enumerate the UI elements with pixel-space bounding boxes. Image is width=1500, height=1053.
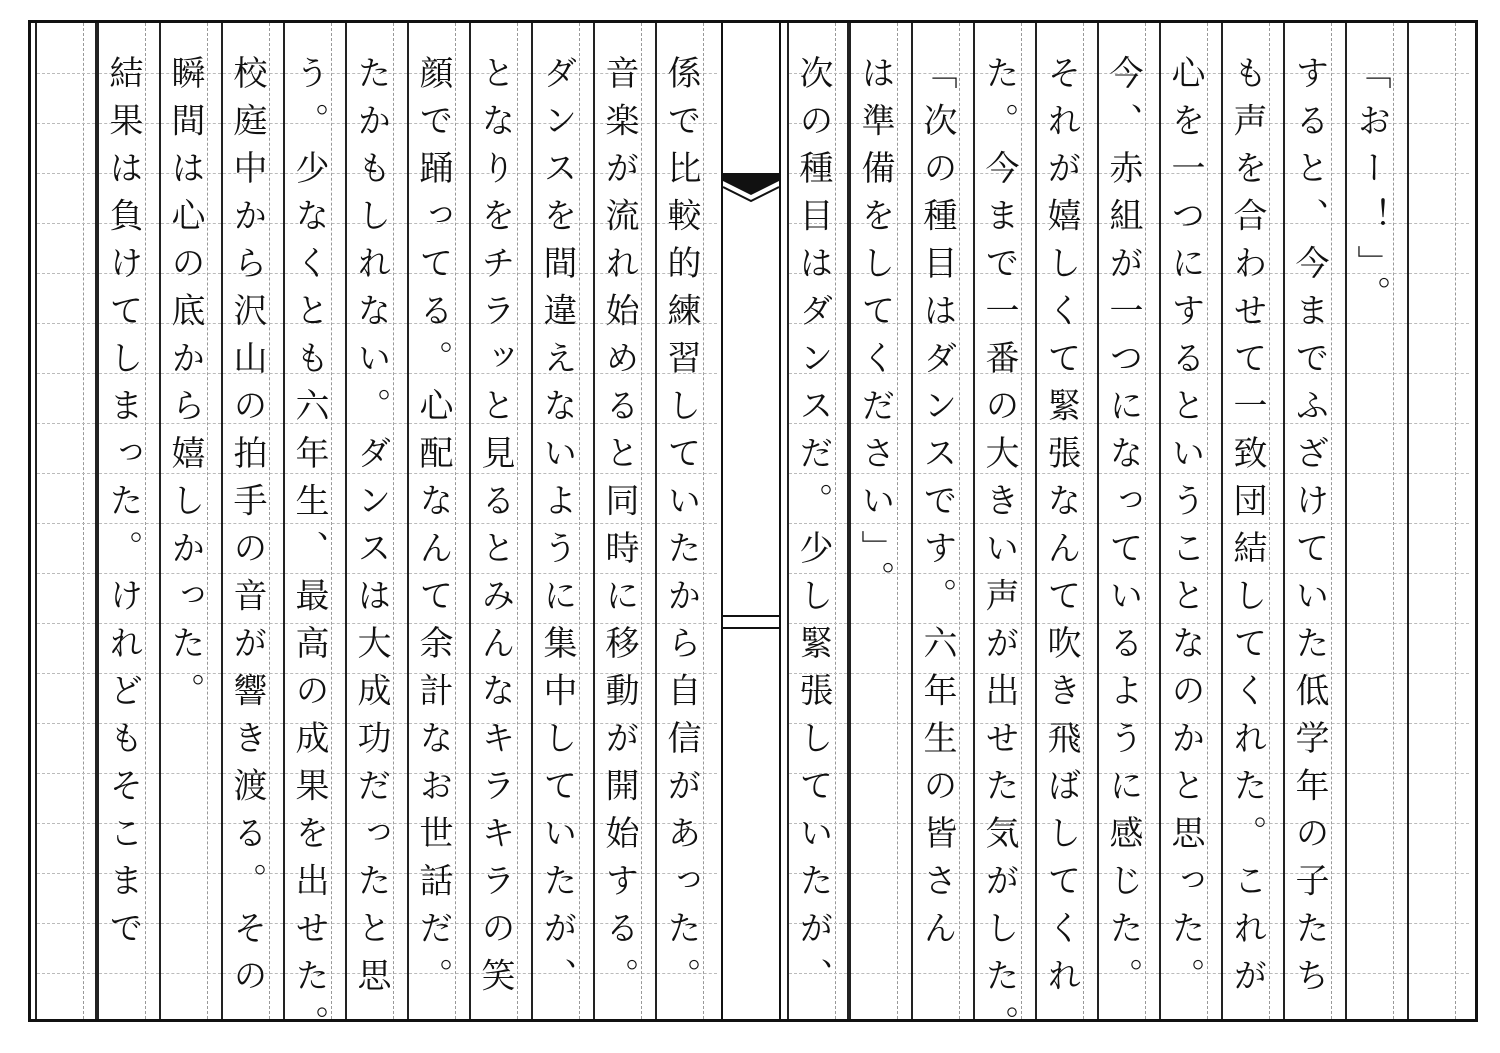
column-text: たかもしれない。ダンスは大成功だったと思: [351, 55, 391, 1005]
cell-divider: [37, 723, 95, 724]
cell-divider: [1347, 923, 1407, 924]
column-text: た。今まで一番の大きい声が出せた気がした。: [979, 55, 1019, 1053]
cell-divider: [1409, 773, 1469, 774]
right_page_columns-column-3: [1221, 23, 1283, 1019]
cell-divider: [1409, 823, 1469, 824]
cell-divider: [37, 773, 95, 774]
cell-divider: [37, 123, 95, 124]
cell-divider: [1409, 423, 1469, 424]
column-text: 「おー！」。: [1351, 55, 1391, 323]
cell-divider: [913, 973, 973, 974]
cell-divider: [1347, 773, 1407, 774]
cell-divider: [37, 923, 95, 924]
left_page_columns-column-9: [97, 23, 159, 1019]
right_page_columns-column-9: [849, 23, 911, 1019]
left_page_columns-column-8: [159, 23, 221, 1019]
cell-divider: [1347, 823, 1407, 824]
cell-divider: [37, 173, 95, 174]
cell-divider: [1409, 73, 1469, 74]
cell-divider: [1347, 473, 1407, 474]
cell-divider: [1409, 173, 1469, 174]
right_page_columns-column-1: [1345, 23, 1407, 1019]
cell-divider: [1409, 223, 1469, 224]
cell-divider: [1347, 573, 1407, 574]
cell-divider: [37, 373, 95, 374]
column-text: すると、今までふざけていた低学年の子たち: [1289, 55, 1329, 1005]
cell-divider: [1347, 523, 1407, 524]
cell-divider: [1409, 323, 1469, 324]
cell-divider: [37, 323, 95, 324]
cell-divider: [37, 73, 95, 74]
left_page_columns-column-3: [469, 23, 531, 1019]
cell-divider: [1347, 423, 1407, 424]
right-page: [781, 23, 1475, 1053]
column-text: 係で比較的練習していたから自信があった。: [661, 55, 701, 1005]
column-text: ダンスを間違えないように集中していたが、: [537, 55, 577, 1005]
cell-divider: [1347, 623, 1407, 624]
right_page_columns-column-6: [1035, 23, 1097, 1019]
cell-divider: [161, 873, 221, 874]
cell-divider: [851, 973, 911, 974]
cell-divider: [1409, 923, 1469, 924]
left_page_columns-column-7: [221, 23, 283, 1019]
cell-divider: [37, 673, 95, 674]
left_page_columns-column-4: [407, 23, 469, 1019]
cell-divider: [1409, 473, 1469, 474]
cell-divider: [1347, 673, 1407, 674]
column-text: う。少なくとも六年生、最高の成果を出せた。: [289, 55, 329, 1053]
right_page_columns-column-2: [1283, 23, 1345, 1019]
left_page_columns-column-10: [35, 23, 97, 1019]
column-text: 今、赤組が一つになっているように感じた。: [1103, 55, 1143, 1005]
column-text: も声を合わせて一致団結してくれた。これが: [1227, 55, 1267, 1005]
cell-divider: [37, 273, 95, 274]
cell-divider: [37, 623, 95, 624]
column-text: 顔で踊ってる。心配なんて余計なお世話だ。: [413, 55, 453, 1005]
cell-divider: [1409, 523, 1469, 524]
cell-divider: [1347, 323, 1407, 324]
right_page_columns-column-5: [1097, 23, 1159, 1019]
cell-divider: [1409, 373, 1469, 374]
column-text: それが嬉しくて緊張なんて吹き飛ばしてくれ: [1041, 55, 1081, 1005]
cell-divider: [1347, 973, 1407, 974]
cell-divider: [99, 973, 159, 974]
cell-divider: [161, 723, 221, 724]
right_page_columns-column-8: [911, 23, 973, 1019]
cell-divider: [1409, 623, 1469, 624]
cell-divider: [161, 923, 221, 924]
cell-divider: [1409, 973, 1469, 974]
cell-divider: [37, 873, 95, 874]
cell-divider: [851, 673, 911, 674]
cell-divider: [851, 723, 911, 724]
left-page: [31, 23, 721, 1053]
spine-ribbon-middle: [723, 615, 779, 629]
right_page_columns-column-4: [1159, 23, 1221, 1019]
cell-divider: [1347, 723, 1407, 724]
column-text: 結果は負けてしまった。けれどもそこまで: [103, 55, 143, 958]
cell-divider: [37, 523, 95, 524]
left_page_columns-column-5: [345, 23, 407, 1019]
cell-divider: [1347, 873, 1407, 874]
left_page_columns-column-6: [283, 23, 345, 1053]
right_page_columns-column-0: [1407, 23, 1469, 1019]
column-text: 音楽が流れ始めると同時に移動が開始する。: [599, 55, 639, 1005]
column-text: 校庭中から沢山の拍手の音が響き渡る。その: [227, 55, 267, 1005]
cell-divider: [1409, 873, 1469, 874]
left_page_columns-column-2: [531, 23, 593, 1019]
binding-spine: [721, 23, 781, 1019]
cell-divider: [851, 823, 911, 824]
right_page_columns-column-7: [973, 23, 1035, 1053]
column-text: 瞬間は心の底から嬉しかった。: [165, 55, 205, 720]
cell-divider: [851, 623, 911, 624]
cell-divider: [1409, 273, 1469, 274]
cell-divider: [161, 973, 221, 974]
cell-divider: [37, 973, 95, 974]
cell-divider: [1409, 573, 1469, 574]
cell-divider: [851, 773, 911, 774]
spine-ribbon-top: [723, 173, 779, 213]
cell-divider: [1409, 723, 1469, 724]
right_page_columns-column-10: [787, 23, 849, 1019]
column-text: となりをチラッと見るとみんなキラキラの笑: [475, 55, 515, 1005]
cell-divider: [851, 873, 911, 874]
cell-divider: [1409, 123, 1469, 124]
cell-divider: [161, 773, 221, 774]
cell-divider: [37, 223, 95, 224]
cell-divider: [37, 823, 95, 824]
cell-divider: [37, 473, 95, 474]
column-text: 「次の種目はダンスです。六年生の皆さん: [917, 55, 957, 958]
column-text: は準備をしてください」。: [855, 55, 895, 608]
column-text: 次の種目はダンスだ。少し緊張していたが、: [793, 55, 833, 1005]
left_page_columns-column-1: [593, 23, 655, 1019]
cell-divider: [851, 923, 911, 924]
cell-divider: [1347, 373, 1407, 374]
manuscript-sheet: [28, 20, 1478, 1053]
cell-divider: [37, 423, 95, 424]
left_page_columns-column-0: [655, 23, 717, 1019]
cell-divider: [37, 573, 95, 574]
cell-divider: [161, 823, 221, 824]
cell-divider: [1409, 673, 1469, 674]
column-text: 心を一つにするということなのかと思った。: [1165, 55, 1205, 1005]
